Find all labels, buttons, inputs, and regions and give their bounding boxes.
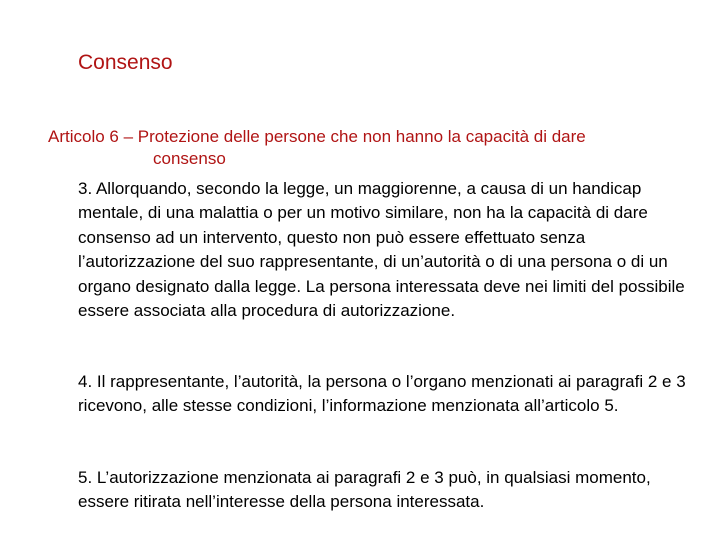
article-heading-line2: consenso (153, 149, 226, 168)
article-heading (48, 126, 698, 170)
paragraph-4: 4. Il rappresentante, l’autorità, la persona o l’organo menzionati ai paragrafi 2 e 3 ricevono, alle stesse condizioni, l’informazione menzionata all’articolo 5. (78, 372, 686, 416)
paragraph-3: 3. Allorquando, secondo la legge, un maggiorenne, a causa di un handicap mentale, di una malattia o per un motivo similare, non ha la capacità di dare consenso ad un intervento, questo non può essere effettuato senza l’autorizzazione del suo rappresentante, di un’autorità o di una persona o di un organo designato dalla legge. La persona interessata deve nei limiti del possibile essere associata alla procedura di autorizzazione. (78, 179, 685, 321)
article-heading-line1: Articolo 6 – Protezione delle persone che non hanno la capacità di dare (48, 127, 586, 146)
slide-title: Consenso (78, 51, 173, 74)
paragraph-5: 5. L’autorizzazione menzionata ai paragrafi 2 e 3 può, in qualsiasi momento, essere ritirata nell’interesse della persona interessata. (78, 468, 651, 512)
